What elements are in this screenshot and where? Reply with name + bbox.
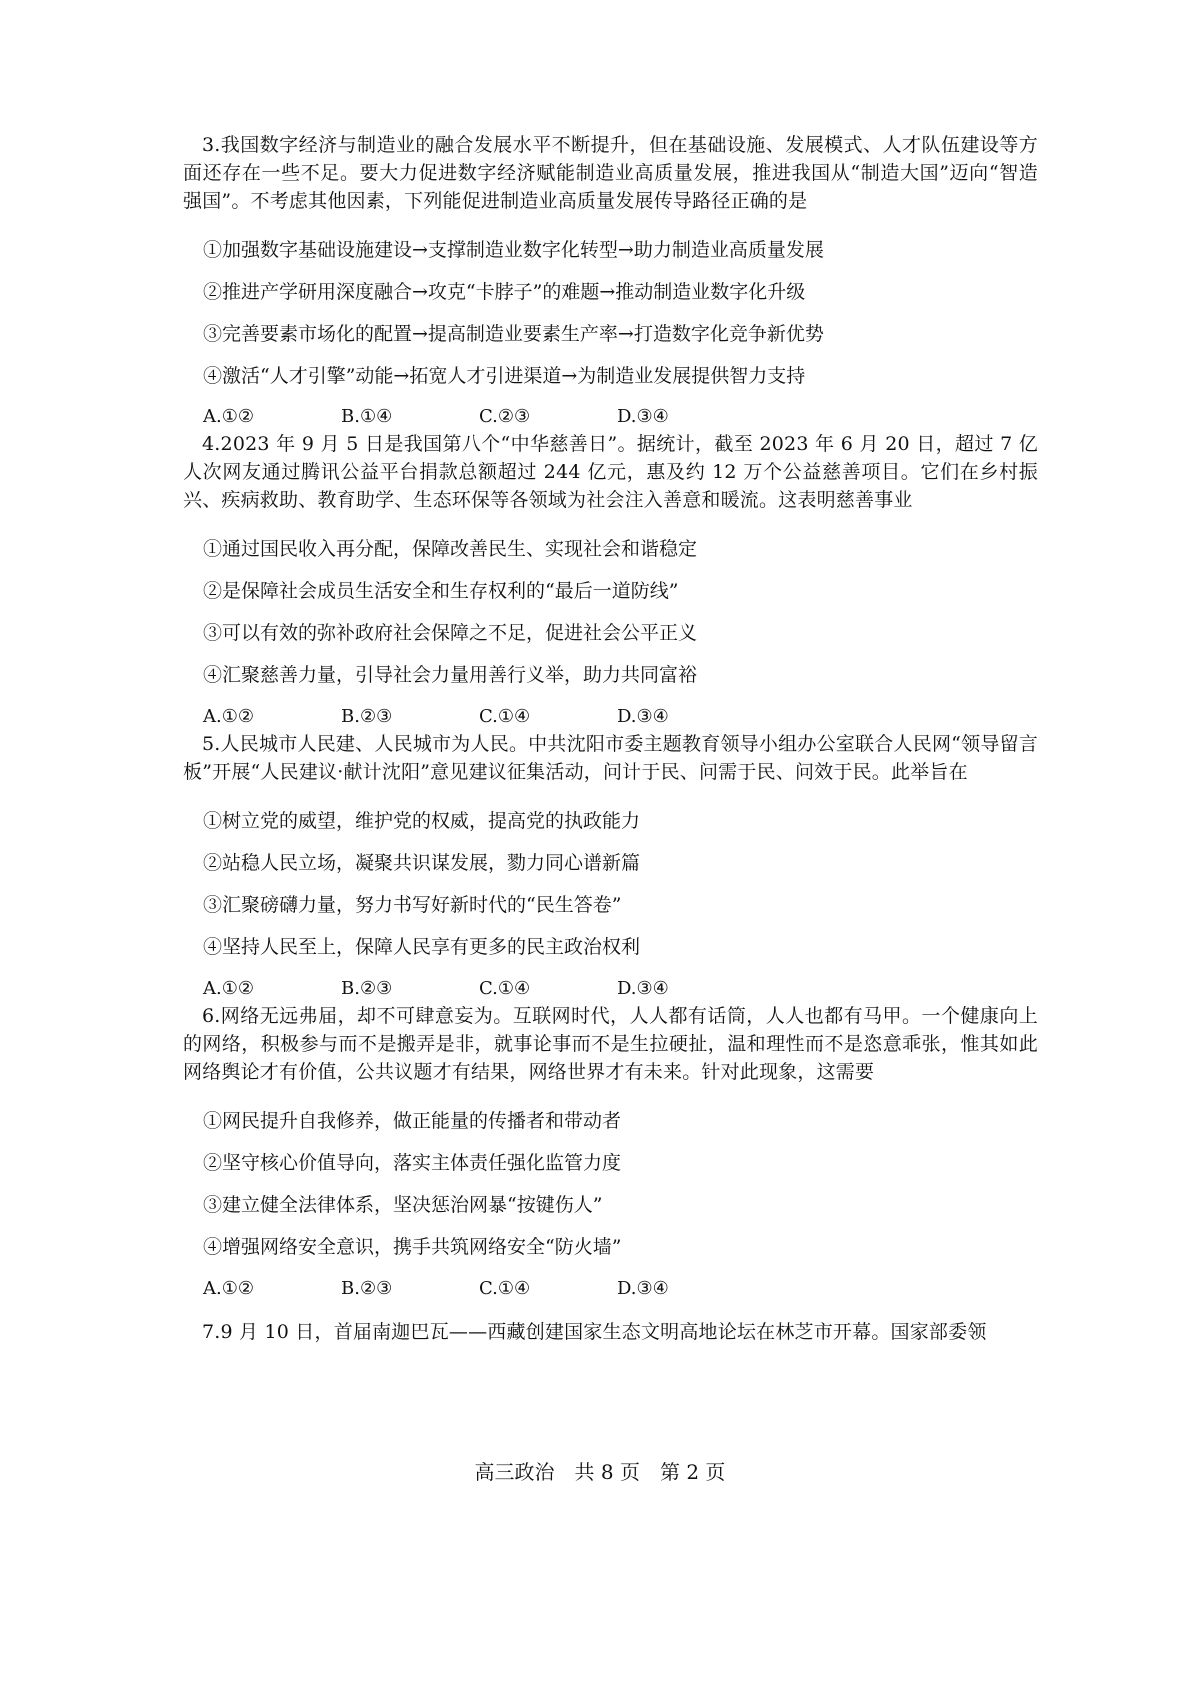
question-5-option-3: ③汇聚磅礴力量，努力书写好新时代的“民生答卷” [203, 894, 622, 916]
question-4-stem: 4.2023 年 9 月 5 日是我国第八个“中华慈善日”。据统计，截至 2023 年 6 月 20 日，超过 7 亿人次网友通过腾讯公益平台捐款总额超过 244 亿元，惠及约 12 万个公益慈善项目。它们在乡村振兴、疾病救助、教育助学、生态环保等各领域为社会注入善意和暖流。这表明慈善事业 [183, 433, 1038, 511]
answer-d: D.③④ [617, 1278, 669, 1299]
question-3-stem: 3.我国数字经济与制造业的融合发展水平不断提升，但在基础设施、发展模式、人才队伍建设等方面还存在一些不足。要大力促进数字经济赋能制造业高质量发展，推进我国从“制造大国”迈向“智造强国”。不考虑其他因素，下列能促进制造业高质量发展传导路径正确的是 [183, 134, 1038, 212]
answer-c: C.①④ [479, 706, 531, 727]
answer-a: A.①② [203, 706, 254, 727]
question-5-option-1: ①树立党的威望，维护党的权威，提高党的执政能力 [203, 810, 641, 832]
question-3-answers [203, 404, 755, 430]
page-footer: 高三政治 共 8 页 第 2 页 [474, 1460, 726, 1484]
answer-b: B.②③ [341, 1278, 393, 1299]
question-7-stem: 7.9 月 10 日，首届南迦巴瓦——西藏创建国家生态文明高地论坛在林芝市开幕。国家部委领 [202, 1321, 987, 1343]
question-6-option-1: ①网民提升自我修养，做正能量的传播者和带动者 [203, 1110, 622, 1132]
answer-d: D.③④ [617, 406, 669, 427]
question-6-option-4: ④增强网络安全意识，携手共筑网络安全“防火墙” [203, 1236, 622, 1258]
question-4-option-4: ④汇聚慈善力量，引导社会力量用善行义举，助力共同富裕 [203, 664, 698, 686]
answer-b: B.②③ [341, 706, 393, 727]
answer-a: A.①② [203, 1278, 254, 1299]
answer-c: C.②③ [479, 406, 531, 427]
question-4-option-1: ①通过国民收入再分配，保障改善民生、实现社会和谐稳定 [203, 538, 698, 560]
answer-c: C.①④ [479, 1278, 531, 1299]
answer-a: A.①② [203, 978, 254, 999]
question-4-option-3: ③可以有效的弥补政府社会保障之不足，促进社会公平正义 [203, 622, 698, 644]
question-6-option-2: ②坚守核心价值导向，落实主体责任强化监管力度 [203, 1152, 622, 1174]
question-6-option-3: ③建立健全法律体系，坚决惩治网暴“按键伤人” [203, 1194, 603, 1216]
answer-b: B.①④ [341, 406, 393, 427]
question-4-option-2: ②是保障社会成员生活安全和生存权利的“最后一道防线” [203, 580, 679, 602]
question-6-answers [203, 1276, 755, 1302]
question-3-option-1: ①加强数字基础设施建设→支撑制造业数字化转型→助力制造业高质量发展 [203, 239, 824, 261]
question-5-option-4: ④坚持人民至上，保障人民享有更多的民主政治权利 [203, 936, 641, 958]
question-5-option-2: ②站稳人民立场，凝聚共识谋发展，勠力同心谱新篇 [203, 852, 641, 874]
question-3-option-3: ③完善要素市场化的配置→提高制造业要素生产率→打造数字化竞争新优势 [203, 323, 824, 345]
answer-a: A.①② [203, 406, 254, 427]
question-3-option-4: ④激活“人才引擎”动能→拓宽人才引进渠道→为制造业发展提供智力支持 [203, 365, 806, 387]
question-5-stem: 5.人民城市人民建、人民城市为人民。中共沈阳市委主题教育领导小组办公室联合人民网“领导留言板”开展“人民建议·献计沈阳”意见建议征集活动，问计于民、问需于民、问效于民。此举旨在 [183, 733, 1038, 783]
answer-c: C.①④ [479, 978, 531, 999]
question-3-option-2: ②推进产学研用深度融合→攻克“卡脖子”的难题→推动制造业数字化升级 [203, 281, 806, 303]
question-5-answers [203, 976, 755, 1002]
answer-b: B.②③ [341, 978, 393, 999]
question-6-stem: 6.网络无远弗届，却不可肆意妄为。互联网时代，人人都有话筒，人人也都有马甲。一个健康向上的网络，积极参与而不是搬弄是非，就事论事而不是生拉硬扯，温和理性而不是恣意乖张，惟其如此网络舆论才有价值，公共议题才有结果，网络世界才有未来。针对此现象，这需要 [183, 1005, 1038, 1083]
answer-d: D.③④ [617, 706, 669, 727]
question-4-answers [203, 704, 755, 730]
answer-d: D.③④ [617, 978, 669, 999]
